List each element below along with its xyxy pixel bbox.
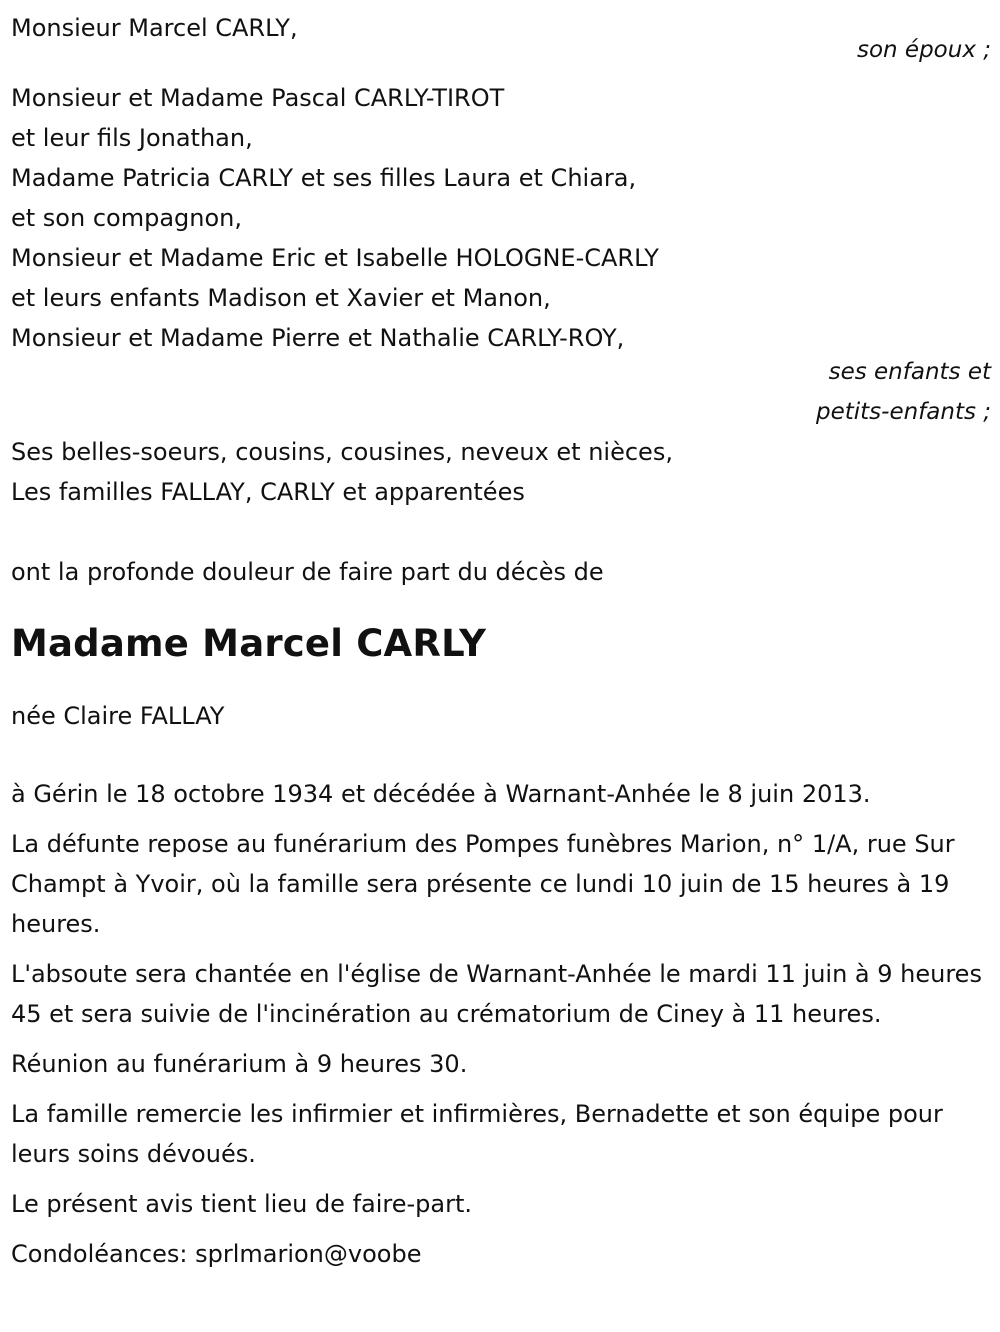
children-line: Madame Patricia CARLY et ses filles Laura et Chiara, xyxy=(11,164,637,192)
detail-paragraph: à Gérin le 18 octobre 1934 et décédée à Warnant-Anhée le 8 juin 2013. xyxy=(11,780,871,808)
relatives-line: Les familles FALLAY, CARLY et apparentées xyxy=(11,478,525,506)
children-line: et leurs enfants Madison et Xavier et Manon, xyxy=(11,284,551,312)
detail-paragraph: La défunte repose au funérarium des Pompes funèbres Marion, n° 1/A, rue Sur Champt à Yvoir, où la famille sera présente ce lundi 10 juin de 15 heures à 19 heures. xyxy=(11,830,955,938)
condolences-line: Condoléances: sprlmarion@voobe xyxy=(11,1240,422,1268)
spouse-name: Monsieur Marcel CARLY, xyxy=(11,14,298,42)
relatives-line: Ses belles-soeurs, cousins, cousines, neveux et nièces, xyxy=(11,438,673,466)
deceased-name: Madame Marcel CARLY xyxy=(11,622,487,665)
children-line: Monsieur et Madame Pierre et Nathalie CARLY-ROY, xyxy=(11,324,625,352)
children-line: et leur fils Jonathan, xyxy=(11,124,253,152)
birth-name: née Claire FALLAY xyxy=(11,702,225,730)
children-role-label: ses enfants et xyxy=(828,359,991,385)
children-line: Monsieur et Madame Pascal CARLY-TIROT xyxy=(11,84,505,112)
detail-paragraph: Réunion au funérarium à 9 heures 30. xyxy=(11,1050,468,1078)
children-line: Monsieur et Madame Eric et Isabelle HOLOGNE-CARLY xyxy=(11,244,659,272)
spouse-role-label: son époux ; xyxy=(856,37,991,63)
detail-paragraph: La famille remercie les infirmier et infirmières, Bernadette et son équipe pour leurs soins dévoués. xyxy=(11,1100,943,1168)
announcement-text: ont la profonde douleur de faire part du décès de xyxy=(11,558,604,586)
detail-paragraph: L'absoute sera chantée en l'église de Warnant-Anhée le mardi 11 juin à 9 heures 45 et sera suivie de l'incinération au crématorium de Ciney à 11 heures. xyxy=(11,960,982,1028)
children-line: et son compagnon, xyxy=(11,204,242,232)
children-role-label: petits-enfants ; xyxy=(815,399,991,425)
detail-paragraph: Le présent avis tient lieu de faire-part. xyxy=(11,1190,473,1218)
death-notice xyxy=(11,8,991,1274)
